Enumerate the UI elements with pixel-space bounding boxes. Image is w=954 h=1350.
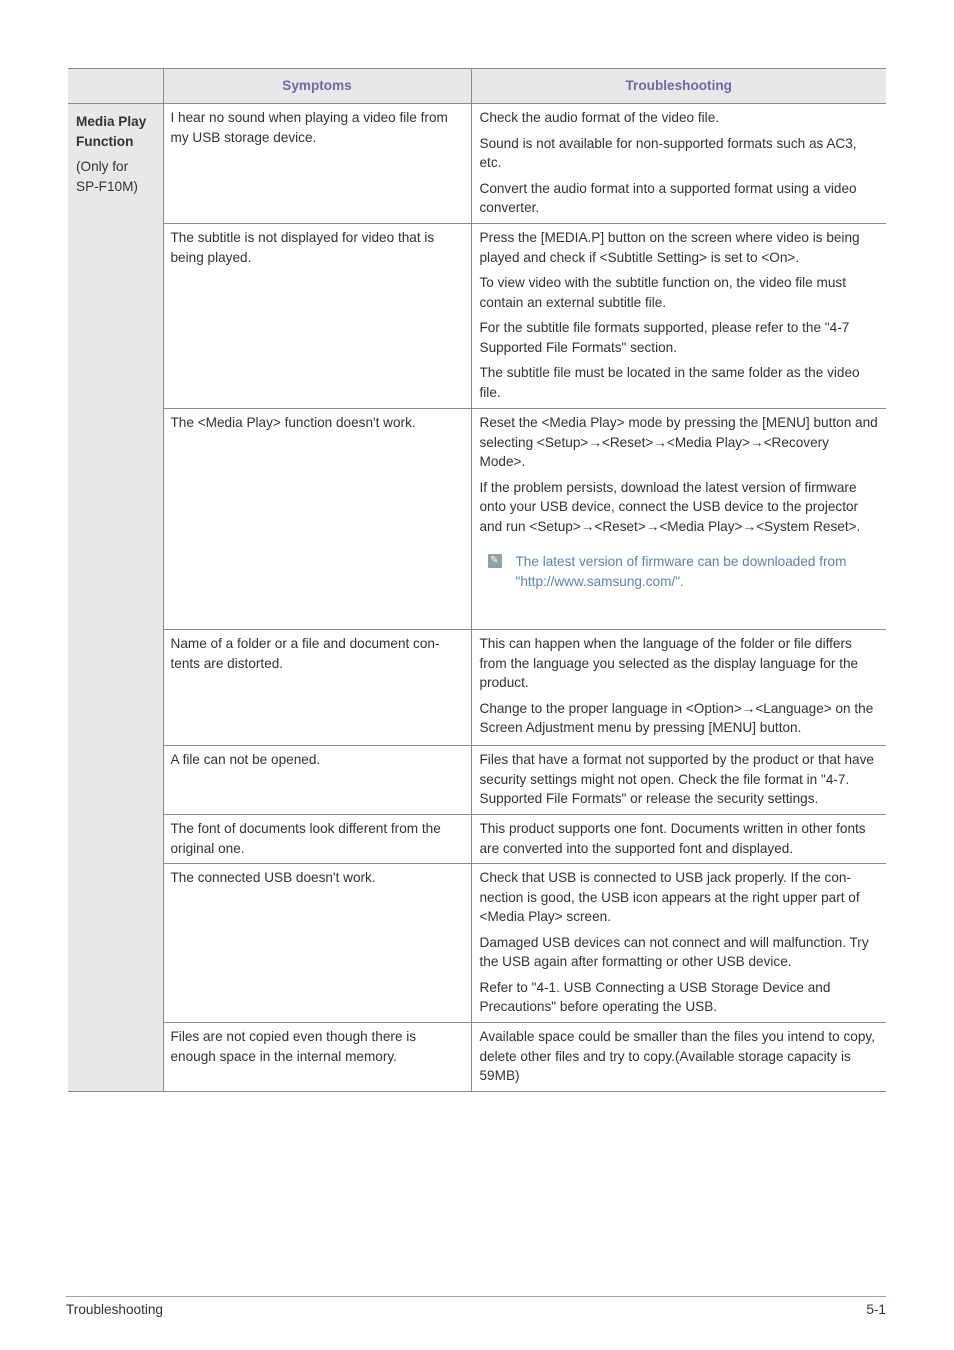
symptom-cell: [163, 1023, 471, 1092]
note-icon: ✎: [488, 554, 502, 568]
troubleshooting-text: Reset the <Media Play> mode by pressing the [MENU] button and selecting <Setup>→<Reset>→<Media Play>→<Recovery Mode>.: [479, 415, 878, 469]
troubleshooting-table: [68, 68, 886, 1092]
table-row: [68, 104, 886, 224]
table-row: [68, 409, 886, 630]
troubleshooting-cell: [471, 815, 886, 864]
symptom-text: The connected USB doesn't work.: [170, 870, 376, 885]
troubleshooting-cell: [471, 864, 886, 1023]
troubleshooting-text: Refer to "4-1. USB Connecting a USB Storage Device and Precautions" before operating the USB.: [479, 979, 831, 1014]
symptom-text: Name of a folder or a file and document con-tents are distorted.: [170, 636, 440, 671]
table-row: [68, 815, 886, 864]
troubleshooting-cell: [471, 630, 886, 746]
category-title: Media Play Function: [76, 114, 147, 149]
symptom-text: The <Media Play> function doesn't work.: [170, 415, 416, 430]
troubleshooting-text: This product supports one font. Documents written in other fonts are converted into the supported font and displayed.: [479, 821, 866, 856]
symptom-text: Files are not copied even though there is enough space in the internal memory.: [170, 1029, 417, 1064]
symptom-text: A file can not be opened.: [170, 752, 321, 767]
troubleshooting-text: Damaged USB devices can not connect and will malfunction. Try the USB again after formatting or other USB device.: [479, 934, 869, 969]
troubleshooting-text: Convert the audio format into a supported format using a video converter.: [479, 180, 857, 215]
table-row: [68, 1023, 886, 1092]
table-row: [68, 630, 886, 746]
troubleshooting-text: This can happen when the language of the folder or file differs from the language you selected as the display language for the product.: [479, 636, 859, 690]
footer-section-title: Troubleshooting: [66, 1302, 163, 1317]
category-cell: [68, 104, 163, 1092]
table-row: [68, 224, 886, 409]
category-column-header: [68, 69, 163, 104]
category-note: (Only for SP-F10M): [76, 159, 138, 194]
firmware-note: [488, 552, 879, 591]
troubleshooting-text: Sound is not available for non-supported formats such as AC3, etc.: [479, 135, 857, 170]
table-row: [68, 864, 886, 1023]
footer-divider: [66, 1296, 886, 1297]
troubleshooting-text: Check that USB is connected to USB jack properly. If the con-nection is good, the USB icon appears at the right upper part of <Media Play> screen.: [479, 870, 860, 924]
symptom-cell: [163, 815, 471, 864]
troubleshooting-cell: [471, 409, 886, 630]
troubleshooting-text: Change to the proper language in <Option>→<Language> on the Screen Adjustment menu by pressing [MENU] button.: [479, 700, 874, 735]
symptom-cell: [163, 409, 471, 630]
symptom-cell: [163, 224, 471, 409]
symptoms-column-header: Symptoms: [163, 69, 471, 104]
symptom-text: The subtitle is not displayed for video that is being played.: [170, 230, 435, 265]
troubleshooting-text: Files that have a format not supported by the product or that have security settings might not open. Check the file format in "4-7. Supported File Formats" or release the security settings.: [479, 752, 874, 806]
troubleshooting-text: The subtitle file must be located in the same folder as the video file.: [479, 365, 860, 400]
symptom-text: The font of documents look different from the original one.: [170, 821, 441, 856]
troubleshooting-cell: [471, 104, 886, 224]
table-row: [68, 746, 886, 815]
troubleshooting-text: For the subtitle file formats supported, please refer to the "4-7 Supported File Formats" section.: [479, 320, 850, 355]
troubleshooting-cell: [471, 746, 886, 815]
troubleshooting-text: Press the [MEDIA.P] button on the screen where video is being played and check if <Subtitle Setting> is set to <On>.: [479, 230, 860, 265]
troubleshooting-text: Available space could be smaller than the files you intend to copy, delete other files and try to copy.(Available storage capacity is 59MB): [479, 1029, 875, 1083]
troubleshooting-text: To view video with the subtitle function on, the video file must contain an external subtitle file.: [479, 275, 846, 310]
table-header-row: [68, 69, 886, 104]
symptom-text: I hear no sound when playing a video file from my USB storage device.: [170, 110, 448, 145]
symptom-cell: [163, 746, 471, 815]
troubleshooting-text: If the problem persists, download the latest version of firmware onto your USB device, connect the USB device to the projector and run <Setup>→<Reset>→<Media Play>→<System Reset>.: [479, 479, 861, 534]
symptom-cell: [163, 864, 471, 1023]
troubleshooting-text: Check the audio format of the video file.: [479, 110, 720, 125]
troubleshooting-column-header: Troubleshooting: [471, 69, 886, 104]
troubleshooting-cell: [471, 1023, 886, 1092]
troubleshooting-cell: [471, 224, 886, 409]
note-text: The latest version of firmware can be downloaded from "http://www.samsung.com/".: [515, 554, 847, 589]
page-number: 5-1: [866, 1302, 886, 1317]
symptom-cell: [163, 630, 471, 746]
symptom-cell: [163, 104, 471, 224]
